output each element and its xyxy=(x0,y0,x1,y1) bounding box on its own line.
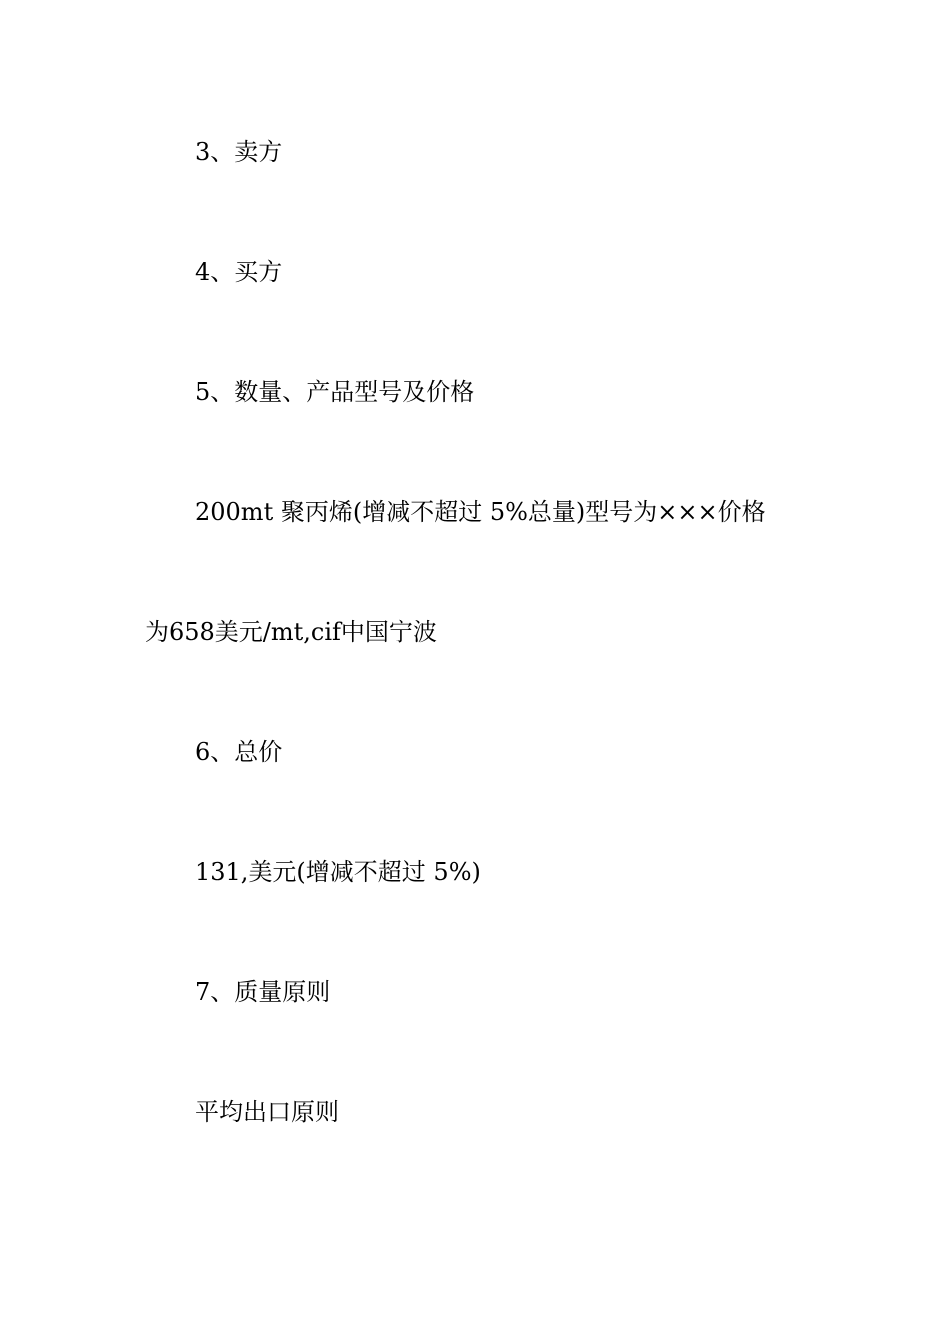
section-5-quantity-model-price: 5、数量、产品型号及价格 xyxy=(195,378,475,406)
section-6-total-price: 6、总价 xyxy=(195,738,283,766)
quantity-description-line-1: 200mt 聚丙烯(增减不超过 5%总量)型号为×××价格 xyxy=(195,498,766,526)
section-7-quality-principle: 7、质量原则 xyxy=(195,978,331,1006)
total-price-value: 131,美元(增减不超过 5%) xyxy=(195,858,481,886)
section-4-buyer: 4、买方 xyxy=(195,258,283,286)
section-3-seller: 3、卖方 xyxy=(195,138,283,166)
quality-principle-text: 平均出口原则 xyxy=(195,1098,339,1126)
quantity-description-line-2: 为658美元/mt,cif中国宁波 xyxy=(145,618,437,646)
